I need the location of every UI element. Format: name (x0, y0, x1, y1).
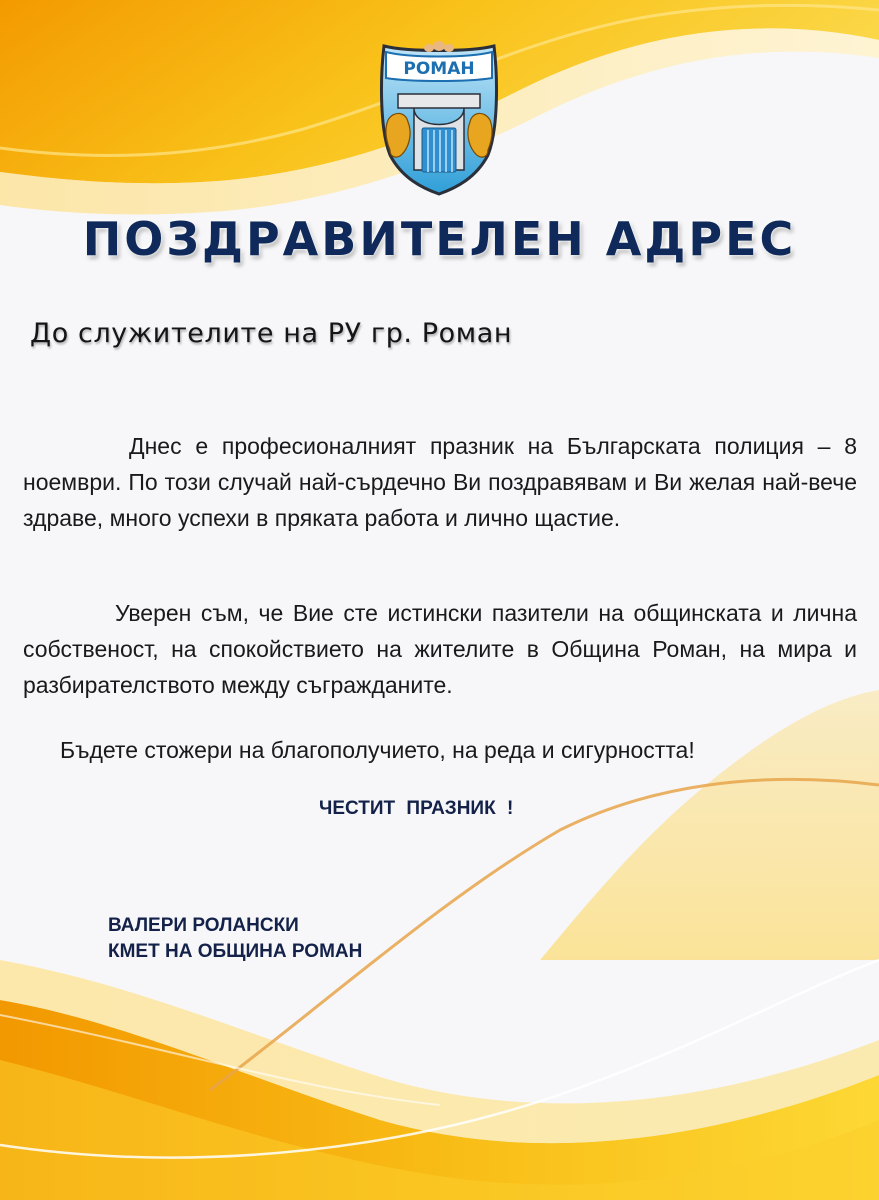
roman-coat-of-arms (378, 40, 500, 196)
paragraph-holiday: Днес е професионалният празник на Българската полиция – 8 ноември. По този случай най-сърдечно Ви поздравявам и Ви желая най-вече здраве, много успехи в пряката работа и лично щастие. (23, 433, 857, 531)
holiday-greeting: ЧЕСТИТ ПРАЗНИК ! (319, 798, 514, 819)
paragraph-wish: Бъдете стожери на благополучието, на реда и сигурността! (60, 737, 695, 763)
signature-role: КМЕТ НА ОБЩИНА РОМАН (108, 941, 363, 962)
paragraph-guardians: Уверен съм, че Вие сте истински пазители на общинската и лична собственост, на спокойствието на жителите в Община Роман, на мира и разбирателството между съгражданите. (23, 600, 857, 698)
signature-name: ВАЛЕРИ РОЛАНСКИ (108, 915, 299, 936)
page-title: ПОЗДРАВИТЕЛЕН АДРЕС (82, 212, 797, 266)
crest-label: РОМАН (403, 59, 475, 79)
addressee-line: До служителите на РУ гр. Роман (30, 318, 513, 349)
